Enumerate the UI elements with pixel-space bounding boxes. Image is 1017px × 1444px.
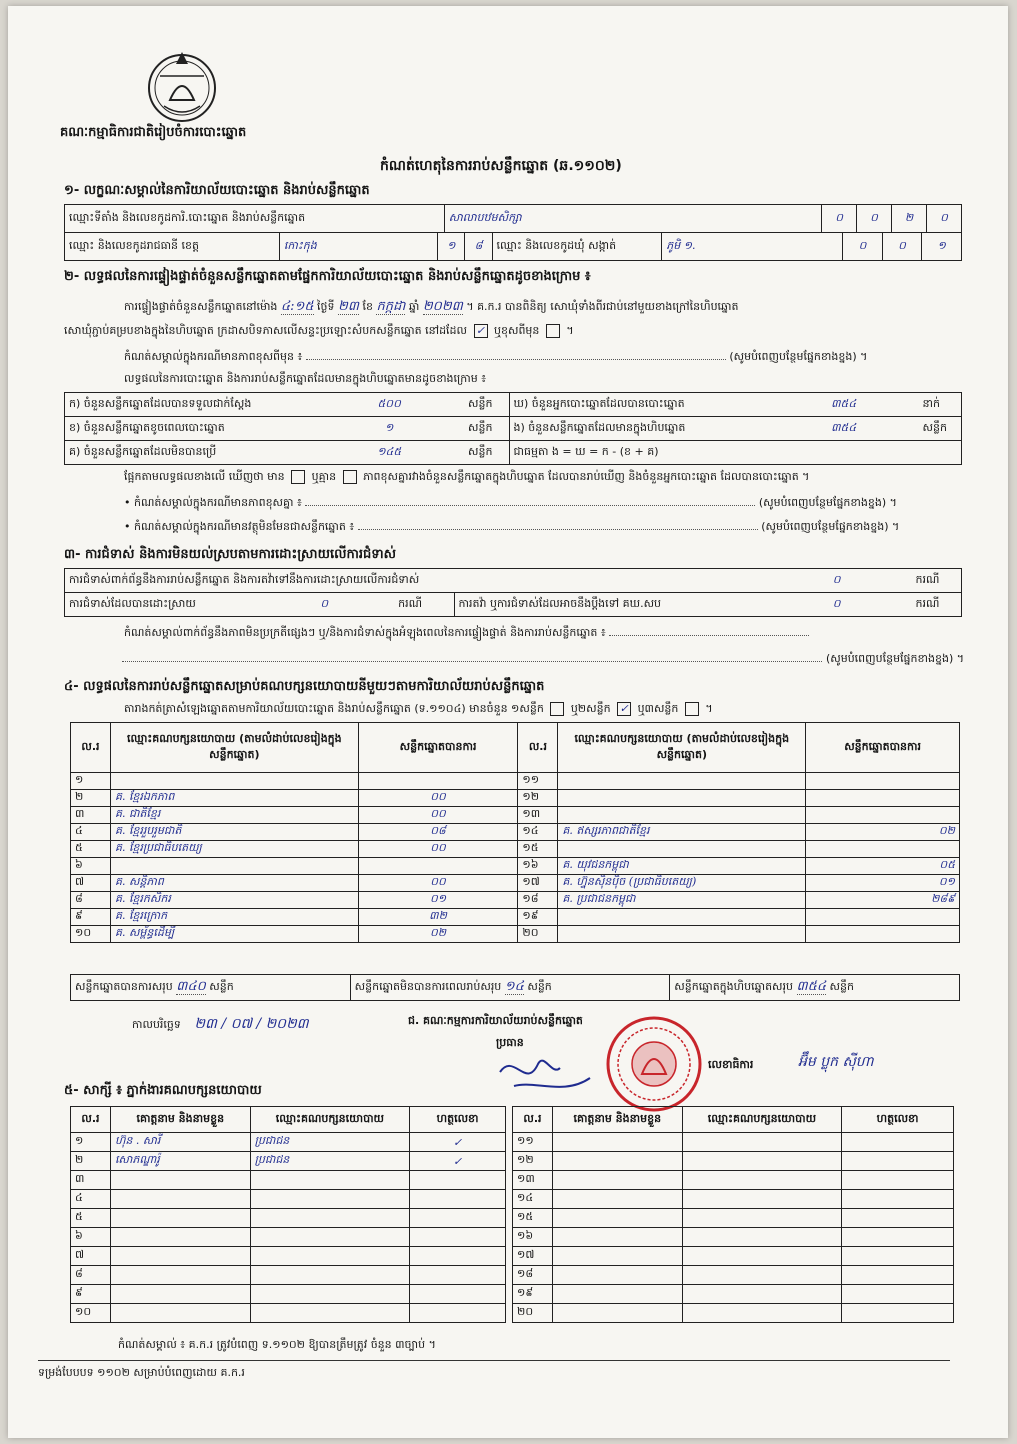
day-label: ថ្ងៃទី [317, 300, 335, 313]
valid-total-unit: សន្លឹក [209, 980, 234, 993]
box-total-unit: សន្លឹក [829, 980, 854, 993]
vote-count [806, 773, 960, 790]
table-row [513, 1209, 954, 1228]
col-party: ឈ្មោះគណបក្សនយោបាយ [682, 1107, 842, 1133]
row-no: ៦ [71, 1228, 111, 1247]
secretary-name: អ៊ឹម ប្លុក ស៊ីហា [798, 1054, 874, 1070]
valid-total [71, 975, 351, 1001]
date-label: កាលបរិច្ឆេទ [132, 1018, 181, 1031]
objection-label: ការជំទាស់ពាក់ព័ន្ធនឹងការរាប់សន្លឹកឆ្នោត និងការតវ៉ាទៅនឹងការដោះស្រាយលើការជំទាស់ [65, 569, 762, 593]
row-no: ១៣ [518, 807, 558, 824]
row-no: ៤ [71, 1190, 111, 1209]
row-no: ៨ [71, 1266, 111, 1285]
result-intro: លទ្ធផលនៃការបោះឆ្នោត និងការរាប់សន្លឹកឆ្នោតដែលមានក្នុងហិបឆ្នោតមានដូចខាងក្រោម ៖ [124, 372, 487, 385]
section3-title: ៣- ការជំទាស់ និងការមិនយល់ស្របតាមការដោះស្រាយលើការជំទាស់ [64, 547, 396, 562]
row-no: ៩ [71, 1285, 111, 1304]
party-name [558, 926, 806, 943]
col-party: ឈ្មោះគណបក្សនយោបាយ [250, 1107, 410, 1133]
polling-station-table [64, 204, 962, 233]
table-row [71, 1266, 506, 1285]
table-row [71, 858, 960, 875]
party-name: គ. ប្រជាជនកម្ពុជា [558, 892, 806, 909]
invalid-total-unit: សន្លឹក [527, 980, 552, 993]
changed-checkbox[interactable] [546, 324, 560, 338]
row-no: ១០ [71, 1304, 111, 1323]
vote-count: ០១ [358, 892, 518, 909]
row-no: ១៤ [518, 824, 558, 841]
objection-value: ០ [762, 569, 912, 593]
sheet-count-line: តារាងកត់ត្រាសំឡេងឆ្នោតតាមការិយាល័យបោះឆ្នោត និងរាប់សន្លឹកឆ្នោត (ទ.១១០៤) មានចំនួន ១សន្លឹក ឬ២សន្លឹក ✓ ឬ៣សន្លឹក ។ [124, 702, 713, 715]
chair-label: ប្រធាន [496, 1036, 524, 1049]
resolved-value: ០ [254, 593, 394, 617]
vote-count: ០៨ [358, 824, 518, 841]
appeal-label: ការតវ៉ា ឬការជំទាស់ដែលអាចនឹងប្តឹងទៅ គឃ.សប [454, 593, 762, 617]
row-unit: នាក់ [919, 393, 962, 417]
sheet-count-text: តារាងកត់ត្រាសំឡេងឆ្នោតតាមការិយាល័យបោះឆ្នោត និងរាប់សន្លឹកឆ្នោត (ទ.១១០៤) មានចំនួន ១សន្លឹក [124, 702, 544, 715]
row-no: ៣ [71, 807, 111, 824]
table-row [71, 1209, 506, 1228]
vote-count: ២៨៩ [806, 892, 960, 909]
polling-code-digit: ២ [892, 205, 927, 233]
witness-name: សោភណ្ឌារ៉ូ [110, 1152, 250, 1171]
col-no: ល.រ [71, 1107, 111, 1133]
row-label: ក) ចំនួនសន្លឹកឆ្នោតដែលបានទទួលជាក់ស្តែង [65, 393, 315, 417]
row-label: គ) ចំនួនសន្លឹកឆ្នោតដែលមិនបានប្រើ [65, 441, 315, 465]
verification-text: ការផ្ទៀងផ្ទាត់ចំនួនសន្លឹកឆ្នោតនៅម៉ោង [124, 300, 278, 313]
vote-count [358, 773, 518, 790]
row-no: ១៩ [513, 1285, 553, 1304]
table-row [71, 1171, 506, 1190]
compare-tail: ភាពខុសគ្នារវាងចំនួនសន្លឹកឆ្នោតក្នុងហិបឆ្នោត ដែលបានរាប់ឃើញ និងចំនួនអ្នកបោះឆ្នោត ដែលបានបោះឆ្នោត ។ [363, 470, 810, 483]
row-no: ៥ [71, 841, 111, 858]
province-table [64, 232, 962, 261]
row-unit: សន្លឹក [464, 441, 509, 465]
org-name: គណៈកម្មាធិការជាតិរៀបចំការបោះឆ្នោត [60, 125, 247, 140]
table-row [71, 875, 960, 892]
row-label: ខ) ចំនួនសន្លឹកឆ្នោតខូចពេលបោះឆ្នោត [65, 417, 315, 441]
table-row [513, 1190, 954, 1209]
three-sheet-checkbox[interactable] [685, 702, 699, 716]
commune-code-digit: ០ [843, 233, 883, 261]
vote-count [806, 909, 960, 926]
col-votes: សន្លឹកឆ្នោតបានការ [358, 723, 518, 773]
bullet2-line [124, 520, 964, 536]
ballot-row [65, 417, 962, 441]
form-title: កំណត់ហេតុនៃការរាប់សន្លឹកឆ្នោត (ឆ.១១០២) [380, 158, 622, 174]
table-row [71, 1228, 506, 1247]
box-total-label: សន្លឹកឆ្នោតក្នុងហិបឆ្នោតសរុប [674, 980, 793, 993]
section5-title: ៥- សាក្សី ៖ ភ្នាក់ងារគណបក្សនយោបាយ [64, 1083, 262, 1098]
witness-signature: ✓ [410, 1133, 506, 1152]
note-fill: (សូមបំពេញបន្ថែមផ្នែកខាងខ្នង) ។ [729, 350, 868, 363]
province-code-digit: ៨ [465, 233, 492, 261]
note-prefix: កំណត់សម្គាល់ក្នុងករណីមានភាពខុសពីមុន ៖ [124, 350, 303, 363]
row-value: ១ [314, 417, 464, 441]
row-label: ឃ) ចំនួនអ្នកបោះឆ្នោតដែលបានបោះឆ្នោត [509, 393, 769, 417]
bullet2-fill: (សូមបំពេញបន្ថែមផ្នែកខាងខ្នង) ។ [761, 520, 900, 533]
party-name: គ. ឥស្សរភាពជាតិខ្មែរ [558, 824, 806, 841]
row-no: ៦ [71, 858, 111, 875]
row-no: ១១ [513, 1133, 553, 1152]
commune-value: ភូមិ ១. [662, 233, 843, 261]
year-label: ឆ្នាំ [408, 300, 420, 313]
row-label: ង) ចំនួនសន្លឹកឆ្នោតដែលមានក្នុងហិបឆ្នោត [509, 417, 769, 441]
commune-code-digit: ១ [922, 233, 962, 261]
polling-code-digit: ០ [926, 205, 961, 233]
intact-label: ឬខុសពីមុន [494, 324, 540, 337]
row-no: ១៨ [513, 1266, 553, 1285]
table-row [513, 1247, 954, 1266]
row-no: ១៥ [518, 841, 558, 858]
table-row [513, 1266, 954, 1285]
vote-count [358, 858, 518, 875]
seal-text: សោឃុំភ្ជាប់គម្របខាងក្នុងនៃហិបឆ្នោត ក្រដាសបិទភាសលើសន្ទះប្រឡោះសំបកសន្លឹកឆ្នោត នៅដដែល [64, 324, 468, 337]
vote-count: ០២ [358, 926, 518, 943]
col-party: ឈ្មោះគណបក្សនយោបាយ (តាមលំដាប់លេខរៀងក្នុងសន្លឹកឆ្នោត) [110, 723, 358, 773]
section2-title: ២- លទ្ធផលនៃការផ្ទៀងផ្ទាត់ចំនួនសន្លឹកឆ្នោតតាមផ្នែកការិយាល័យបោះឆ្នោត និងរាប់សន្លឹកឆ្នោតដូចខាងក្រោម ៖ [64, 269, 591, 284]
bullet1-line [124, 496, 964, 512]
province-label: ឈ្មោះ និងលេខកូដរាជធានី ខេត្ត [65, 233, 280, 261]
row-value: ១៤៥ [314, 441, 464, 465]
objection-table [64, 568, 962, 617]
section4-title: ៤- លទ្ធផលនៃការរាប់សន្លឹកឆ្នោតសម្រាប់គណបក្សនយោបាយនីមួយៗតាមការិយាល័យរាប់សន្លឹកឆ្នោត [64, 679, 545, 694]
verification-text-tail: ។ គ.ក.រ បានពិនិត្យ សោឃុំទាំងពីរជាប់នៅមួយខាងក្រៅនៃហិបឆ្នោត [466, 300, 739, 313]
year-value: ២០២៣ [422, 299, 463, 314]
row-no: ១០ [71, 926, 111, 943]
province-code-digit: ១ [438, 233, 465, 261]
polling-value: សាលាបឋមសិក្សា [444, 205, 821, 233]
row-no: ៧ [71, 875, 111, 892]
has-diff-checkbox[interactable] [291, 470, 305, 484]
form-sheet [8, 6, 1008, 1438]
party-name: គ. ខ្មែរកសិករ [110, 892, 358, 909]
no-diff-checkbox[interactable] [343, 470, 357, 484]
party-name: គ. ខ្មែររួបរួមជាតិ [110, 824, 358, 841]
vote-count: ០០ [358, 875, 518, 892]
table-row [513, 1171, 954, 1190]
compare-line [124, 470, 809, 486]
note-line [124, 350, 964, 366]
party-name [558, 790, 806, 807]
row-no: ១៤ [513, 1190, 553, 1209]
col-party: ឈ្មោះគណបក្សនយោបាយ (តាមលំដាប់លេខរៀងក្នុងសន្លឹកឆ្នោត) [558, 723, 806, 773]
two-sheet-checkbox[interactable]: ✓ [617, 702, 631, 716]
row-no: ២ [71, 1152, 111, 1171]
table-row [71, 1152, 506, 1171]
one-sheet-checkbox[interactable] [550, 702, 564, 716]
invalid-total-label: សន្លឹកឆ្នោតមិនបានការពេលរាប់សរុប [354, 980, 502, 993]
date-value: ២៣ / ០៧ / ២០២៣ [194, 1016, 309, 1032]
month-value: កក្កដា [376, 299, 406, 314]
bullet1-fill: (សូមបំពេញបន្ថែមផ្នែកខាងខ្នង) ។ [758, 496, 897, 509]
row-no: ២០ [513, 1304, 553, 1323]
row-no: ១៧ [513, 1247, 553, 1266]
row-no: ៣ [71, 1171, 111, 1190]
compare-text: ផ្អែកតាមលទ្ធផលខាងលើ ឃើញថា មាន [124, 470, 285, 483]
box-total-value: ៣៥៤ [796, 979, 827, 994]
row-no: ១ [71, 773, 111, 790]
box-total [670, 975, 960, 1001]
vote-count: ០០ [358, 807, 518, 824]
table-row [71, 909, 960, 926]
party-name [558, 807, 806, 824]
vote-count [806, 841, 960, 858]
footer-divider [38, 1360, 950, 1361]
row-no: ១៩ [518, 909, 558, 926]
col-no: ល.រ [513, 1107, 553, 1133]
ballot-row [65, 441, 962, 465]
table-row [71, 926, 960, 943]
vote-count [806, 807, 960, 824]
col-no: ល.រ [71, 723, 111, 773]
party-votes-table [70, 722, 960, 943]
time-value: ៤:១៥ [280, 299, 314, 314]
party-name: គ. ខ្មែរប្រជាធិបតេយ្យ [110, 841, 358, 858]
party-name: គ. ហ្វ៊ុនស៊ិនប៉ិច (ប្រជាធិបតេយ្យ) [558, 875, 806, 892]
bullet2: • កំណត់សម្គាល់ក្នុងករណីមានវត្ថុមិនមែនជាសន្លឹកឆ្នោត ៖ [124, 520, 355, 533]
month-label: ខែ [362, 300, 373, 313]
table-row [71, 1304, 506, 1323]
row-no: ១៦ [518, 858, 558, 875]
two-sheet-label: ឬ២សន្លឹក [570, 702, 611, 715]
commune-label: ឈ្មោះ និងលេខកូដឃុំ សង្កាត់ [492, 233, 662, 261]
footer-note: កំណត់សម្គាល់ ៖ គ.ក.រ ត្រូវបំពេញ ទ.១១០២ ឱ្យបានត្រឹមត្រូវ ចំនួន ៣ច្បាប់ ។ [118, 1338, 436, 1351]
three-sheet-label: ឬ៣សន្លឹក [637, 702, 679, 715]
row-no: ១៥ [513, 1209, 553, 1228]
witness-table-right [512, 1106, 954, 1323]
table-row [71, 1190, 506, 1209]
vote-count: ០០ [358, 790, 518, 807]
table-row [71, 824, 960, 841]
appeal-value: ០ [762, 593, 912, 617]
totals-table [70, 974, 960, 1001]
section3-note [124, 626, 964, 642]
ballot-count-table [64, 392, 962, 465]
official-stamp-icon [602, 1014, 706, 1114]
row-value: ៣៥៤ [769, 417, 919, 441]
section3-note-text: កំណត់សម្គាល់ពាក់ព័ន្ធនឹងភាពមិនប្រក្រតីផ្សេងៗ ឬ/និងការជំទាស់ក្នុងអំឡុងពេលនៃការផ្ទៀងផ្ទាត់ និងការរាប់សន្លឹកឆ្នោត ៖ [124, 626, 606, 639]
party-name: គ. ជាតិខ្មែរ [110, 807, 358, 824]
table-row [71, 1133, 506, 1152]
party-name: គ. ខ្មែរឯកភាព [110, 790, 358, 807]
invalid-total-value: ១៤ [504, 979, 524, 994]
col-sign: ហត្ថលេខា [842, 1107, 954, 1133]
table-row [71, 807, 960, 824]
vote-count: ៣២ [358, 909, 518, 926]
vote-count: ០៥ [806, 858, 960, 875]
vote-count [806, 926, 960, 943]
province-value: កោះកុង [279, 233, 437, 261]
polling-code-digit: ០ [822, 205, 857, 233]
row-no: ២០ [518, 926, 558, 943]
col-name: គោត្តនាម និងនាមខ្លួន [110, 1107, 250, 1133]
table-row [513, 1228, 954, 1247]
valid-total-label: សន្លឹកឆ្នោតបានការសរុប [75, 980, 173, 993]
witness-party: ប្រជាជន [250, 1152, 410, 1171]
day-value: ២៣ [338, 299, 359, 314]
row-no: ១២ [518, 790, 558, 807]
row-no: ១៨ [518, 892, 558, 909]
footer-form-code: ទម្រង់បែបបទ ១១០២ សម្រាប់បំពេញដោយ គ.ក.រ [38, 1366, 245, 1379]
party-name [558, 841, 806, 858]
row-no: ១៧ [518, 875, 558, 892]
party-name: គ. យុវជនកម្ពុជា [558, 858, 806, 875]
witness-signature: ✓ [410, 1152, 506, 1171]
chair-signature [494, 1050, 604, 1106]
verification-line [124, 298, 964, 317]
vote-count [806, 790, 960, 807]
party-name [558, 909, 806, 926]
witness-table-left [70, 1106, 506, 1323]
table-row [71, 892, 960, 909]
section1-title: ១- លក្ខណៈសម្គាល់នៃការិយាល័យបោះឆ្នោត និងរាប់សន្លឹកឆ្នោត [64, 183, 370, 198]
row-no: ១១ [518, 773, 558, 790]
row-no: ៤ [71, 824, 111, 841]
row-unit: សន្លឹក [919, 417, 962, 441]
row-value: ៣៥៤ [769, 393, 919, 417]
party-name [558, 773, 806, 790]
table-row [71, 790, 960, 807]
party-name: គ. ខ្មែរក្រោក [110, 909, 358, 926]
col-name: គោត្តនាម និងនាមខ្លួន [552, 1107, 682, 1133]
resolved-label: ការជំទាស់ដែលបានដោះស្រាយ [65, 593, 255, 617]
appeal-unit: ករណី [912, 593, 962, 617]
vote-count: ០១ [806, 875, 960, 892]
table-row [71, 1285, 506, 1304]
witness-name: ហ៊ុន . សារី [110, 1133, 250, 1152]
col-votes: សន្លឹកឆ្នោតបានការ [806, 723, 960, 773]
secretary-label: លេខាធិការ [708, 1058, 754, 1071]
row-no: ៩ [71, 909, 111, 926]
table-row [71, 1247, 506, 1266]
row-no: ៨ [71, 892, 111, 909]
date-line [132, 1014, 309, 1035]
row-value: ៥០០ [314, 393, 464, 417]
row-unit: សន្លឹក [464, 417, 509, 441]
table-row [71, 773, 960, 790]
bullet1: • កំណត់សម្គាល់ក្នុងករណីមានភាពខុសគ្នា ៖ [124, 496, 302, 509]
formula: ជាធម្មតា ង = ឃ = ក - (ខ + គ) [509, 441, 962, 465]
row-no: ៥ [71, 1209, 111, 1228]
party-name [110, 773, 358, 790]
table-row [71, 841, 960, 858]
table-row [513, 1285, 954, 1304]
section3-note-fill: (សូមបំពេញបន្ថែមផ្នែកខាងខ្នង) ។ [825, 652, 964, 665]
section3-note-line2 [64, 652, 964, 668]
nec-emblem-icon [140, 46, 224, 126]
row-no: ១ [71, 1133, 111, 1152]
party-name: គ. សន្តិភាព [110, 875, 358, 892]
witness-party: ប្រជាជន [250, 1133, 410, 1152]
table-row [513, 1304, 954, 1323]
table-row [513, 1133, 954, 1152]
row-no: ១៦ [513, 1228, 553, 1247]
row-no: ១៣ [513, 1171, 553, 1190]
committee-label: ជ. គណៈកម្មការការិយាល័យរាប់សន្លឹកឆ្នោត [408, 1014, 583, 1027]
objection-unit: ករណី [912, 569, 962, 593]
row-no: ៧ [71, 1247, 111, 1266]
vote-count: ០០ [358, 841, 518, 858]
compare-no: ឬគ្មាន [311, 470, 337, 483]
commune-code-digit: ០ [882, 233, 922, 261]
row-no: ២ [71, 790, 111, 807]
polling-label: ឈ្មោះទីតាំង និងលេខកូដការិ.បោះឆ្នោត និងរាប់សន្លឹកឆ្នោត [65, 205, 445, 233]
seal-line: សោឃុំភ្ជាប់គម្របខាងក្នុងនៃហិបឆ្នោត ក្រដាសបិទភាសលើសន្ទះប្រឡោះសំបកសន្លឹកឆ្នោត នៅដដែល ✓ ឬខុសពីមុន ។ [64, 324, 574, 337]
polling-code-digit: ០ [857, 205, 892, 233]
row-unit: សន្លឹក [464, 393, 509, 417]
col-no: ល.រ [518, 723, 558, 773]
row-no: ១២ [513, 1152, 553, 1171]
party-name: គ. សម្ព័ន្ធដើម្បី [110, 926, 358, 943]
resolved-unit: ករណី [394, 593, 454, 617]
party-name [110, 858, 358, 875]
valid-total-value: ៣៤០ [176, 979, 206, 994]
vote-count: ០២ [806, 824, 960, 841]
col-sign: ហត្ថលេខា [410, 1107, 506, 1133]
table-row [513, 1152, 954, 1171]
intact-checkbox[interactable]: ✓ [474, 324, 488, 338]
ballot-row [65, 393, 962, 417]
invalid-total [350, 975, 670, 1001]
